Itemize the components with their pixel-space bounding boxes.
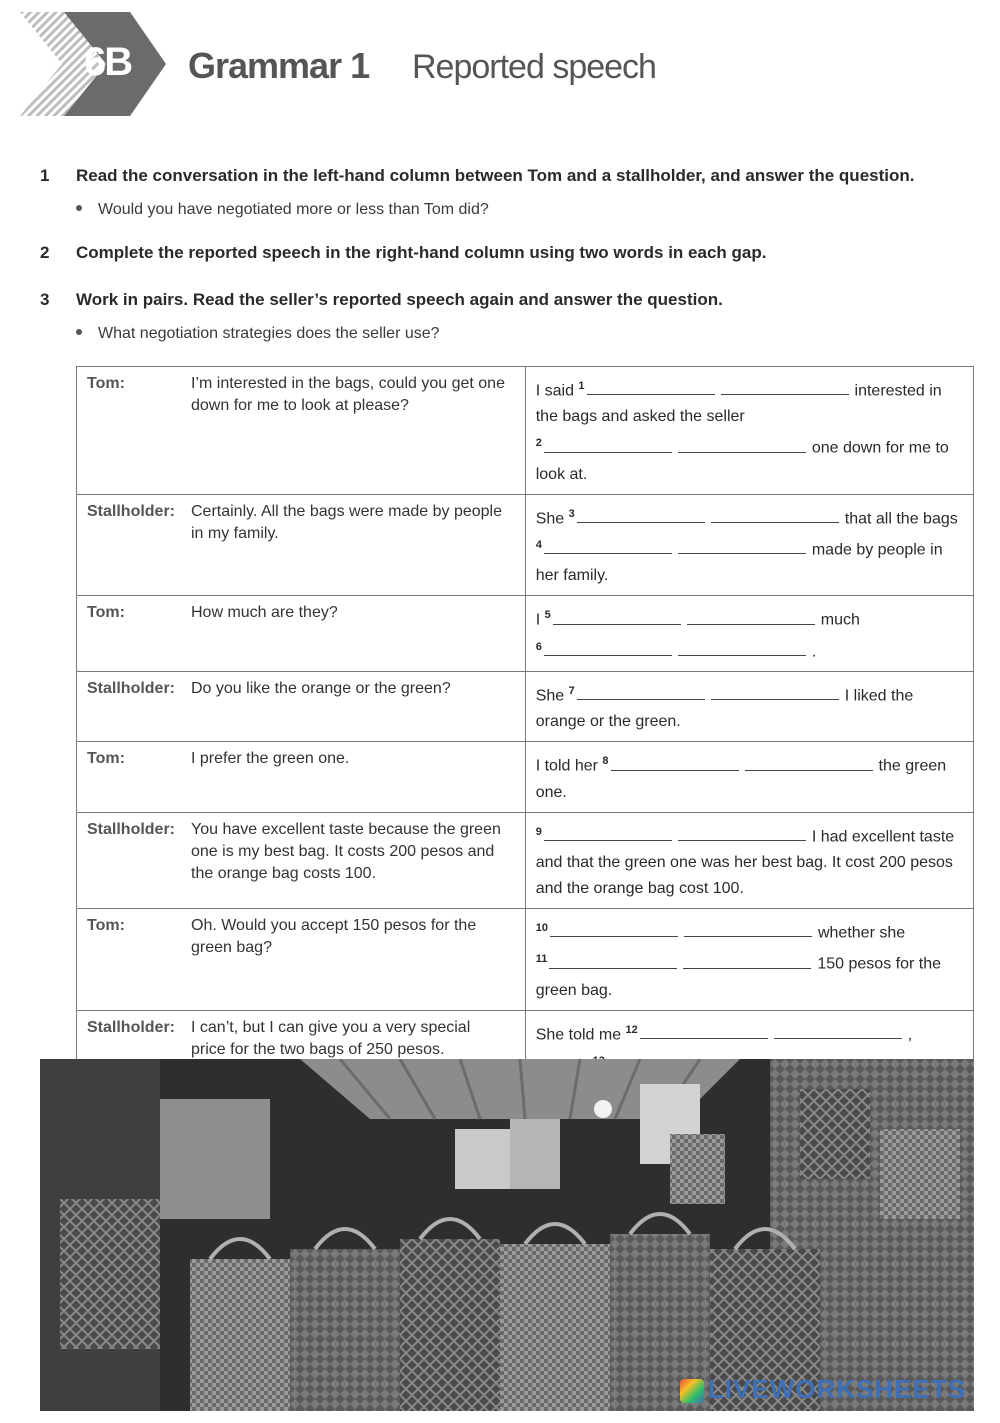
speaker-label: Stallholder: [87,679,176,697]
header [0,0,1000,130]
instruction-text: Read the conversation in the left-hand column between Tom and a stallholder, and answer the question. [76,166,915,185]
dialogue-cell [77,671,526,741]
speaker-label: Stallholder: [87,1018,176,1036]
page-subtitle: Reported speech [412,48,656,86]
gap-number: 12 [625,1023,638,1036]
answer-gap[interactable] [587,377,715,395]
dialogue-cell [77,596,526,672]
reported-text: I had excellent taste and that the green one was her best bag. It cost 200 pesos and the orange bag cost 100. [535,827,955,897]
dialogue-cell [77,494,526,596]
reported-text: that all the bags [844,509,958,527]
answer-gap[interactable] [553,607,681,625]
dialogue-line: I can’t, but I can give you a very special price for the two bags of 250 pesos. [191,1018,471,1058]
instruction-number: 1 [40,166,50,185]
answer-gap[interactable] [683,951,811,969]
liveworksheets-logo [680,1374,966,1405]
table-row [77,742,974,812]
bullet-text: What negotiation strategies does the seller use? [98,325,440,342]
answer-gap[interactable] [678,823,806,841]
answer-gap[interactable] [611,753,739,771]
dialogue-line: You have excellent taste because the green one is my best bag. It costs 200 pesos and the orange bag costs 100. [191,820,501,882]
instruction-1-bullet [76,201,489,219]
gap-number: 5 [544,609,551,622]
answer-gap[interactable] [678,638,806,656]
reported-text: much [820,611,860,629]
gap-number: 10 [535,921,548,934]
gap-number: 4 [535,538,542,551]
reported-cell [525,494,973,596]
unit-code: 6B [84,40,132,84]
gap-number: 9 [535,825,542,838]
reported-cell [525,671,973,741]
bullet-text: Would you have negotiated more or less than Tom did? [98,201,489,218]
reported-text: interested in the bags and asked the seller [535,382,942,426]
answer-gap[interactable] [711,682,839,700]
answer-gap[interactable] [684,919,812,937]
dialogue-cell [77,367,526,495]
reported-text: I [535,611,545,629]
gap-number: 1 [578,380,585,392]
dialogue-cell [77,742,526,812]
reported-cell [525,908,973,1010]
reported-text: I said [535,382,579,400]
reported-text: made by people in her family. [535,541,943,585]
instruction-number: 2 [40,243,50,262]
gap-number: 7 [568,684,575,697]
dialogue-line: How much are they? [191,604,338,622]
answer-gap[interactable] [711,505,839,523]
gap-number: 2 [535,437,542,450]
dialogue-line: Do you like the orange or the green? [191,679,451,697]
speaker-label: Stallholder: [87,820,176,838]
reported-text: I told her [535,757,603,775]
gap-number: 8 [602,755,609,768]
answer-gap[interactable] [549,951,677,969]
table-row [77,494,974,596]
watermark-text: LIVEWORKSHEETS [707,1374,966,1404]
speaker-label: Tom: [87,750,125,768]
answer-gap[interactable] [774,1021,902,1039]
reported-cell [525,812,973,908]
answer-gap[interactable] [550,919,678,937]
reported-text: She [535,509,569,527]
reported-text: , [907,1025,913,1043]
reported-text: . [811,642,817,660]
answer-gap[interactable] [544,435,672,453]
conversation-table [76,366,974,1157]
answer-gap[interactable] [544,536,672,554]
answer-gap[interactable] [678,536,806,554]
instruction-text: Work in pairs. Read the seller’s reported speech again and answer the question. [76,290,723,309]
answer-gap[interactable] [544,638,672,656]
answer-gap[interactable] [544,823,672,841]
answer-gap[interactable] [721,377,849,395]
reported-text: one down for me to look at. [535,439,949,483]
market-bags-illustration [40,1059,974,1411]
speaker-label: Tom: [87,916,125,934]
reported-text: She told me [535,1025,626,1043]
reported-cell [525,596,973,672]
reported-cell [525,367,973,495]
answer-gap[interactable] [577,682,705,700]
answer-gap[interactable] [687,607,815,625]
dialogue-cell [77,908,526,1010]
gap-number: 3 [568,507,575,520]
answer-gap[interactable] [640,1021,768,1039]
speaker-label: Tom: [87,604,125,622]
dialogue-cell [77,812,526,908]
table-row [77,908,974,1010]
bullet-icon [76,329,82,335]
dialogue-line: I prefer the green one. [191,750,350,768]
instruction-text: Complete the reported speech in the right-hand column using two words in each gap. [76,243,767,262]
reported-text: She [535,687,569,705]
answer-gap[interactable] [678,435,806,453]
dialogue-line: Oh. Would you accept 150 pesos for the green bag? [191,916,477,956]
instruction-number: 3 [40,290,50,309]
dialogue-line: Certainly. All the bags were made by people in my family. [191,502,502,542]
instruction-3-bullet [76,325,440,343]
gap-number: 6 [535,640,542,653]
table-row [77,367,974,495]
reported-text: the green one. [535,757,947,801]
speaker-label: Tom: [87,375,125,392]
reported-text: I liked the orange or the green. [535,687,914,731]
dialogue-line: I’m interested in the bags, could you get one down for me to look at please? [191,375,505,414]
reported-cell [525,742,973,812]
table-row [77,596,974,672]
reported-text: whether she [817,924,906,942]
table-row [77,671,974,741]
market-stall-photo [40,1059,974,1411]
page-title: Grammar 1 [188,45,370,86]
answer-gap[interactable] [745,753,873,771]
bullet-icon [76,205,82,211]
gap-number: 11 [535,953,548,966]
table-row [77,812,974,908]
speaker-label: Stallholder: [87,502,176,520]
logo-badge-icon [680,1379,704,1403]
answer-gap[interactable] [577,505,705,523]
reported-text: 150 pesos for the green bag. [535,955,941,999]
